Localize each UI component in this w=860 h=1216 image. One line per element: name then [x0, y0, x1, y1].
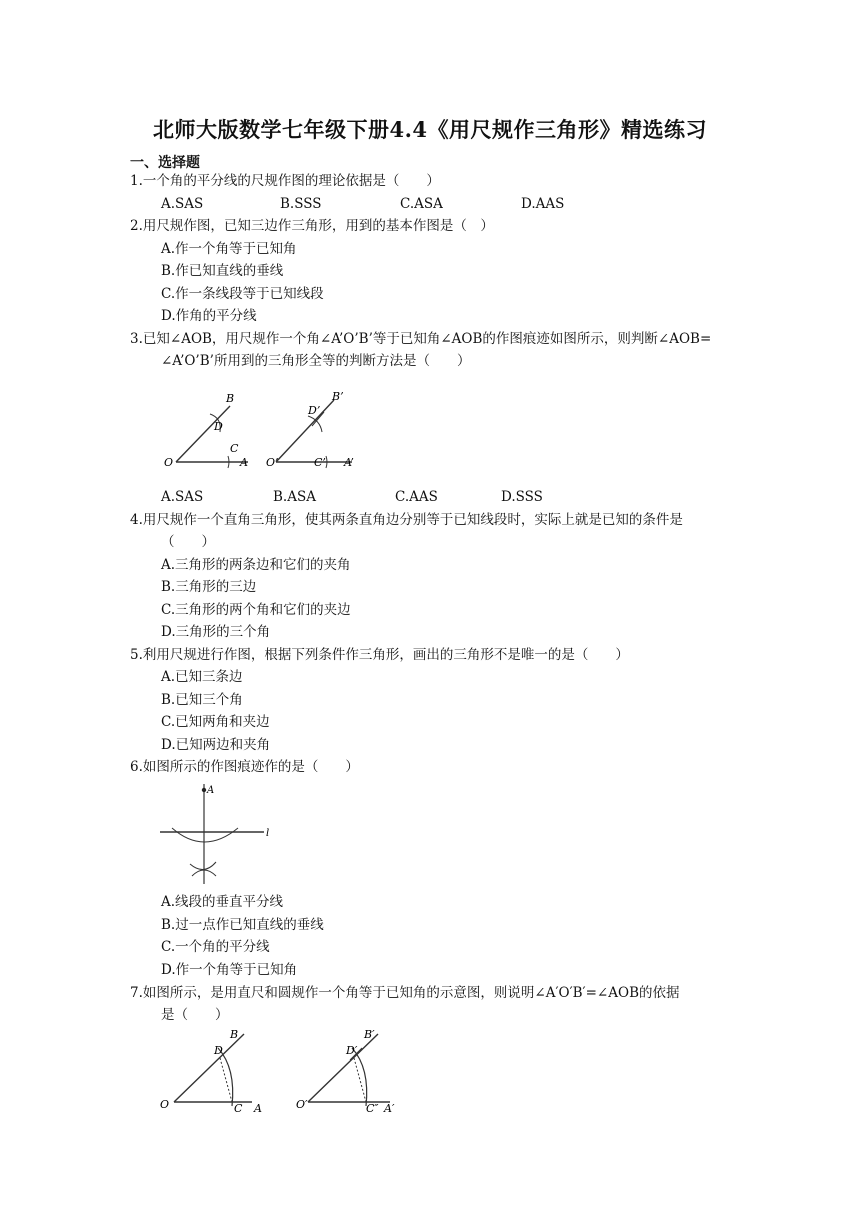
question-3-stem-line2: ∠A’O’B’所用到的三角形全等的判断方法是（ ） [161, 353, 471, 369]
question-2-option-d: D.作角的平分线 [161, 308, 257, 324]
question-2-option-c: C.作一条线段等于已知线段 [161, 286, 324, 302]
fig3-label-c: C [230, 442, 239, 455]
question-3-figure [158, 386, 378, 476]
question-4-stem-line1: 4.用尺规作一个直角三角形，使其两条直角边分别等于已知线段时，实际上就是已知的条件是 [130, 512, 683, 528]
question-1-stem: 1.一个角的平分线的尺规作图的理论依据是（ ） [130, 173, 440, 189]
question-6-stem: 6.如图所示的作图痕迹作的是（ ） [130, 759, 359, 775]
question-4-option-d: D.三角形的三个角 [161, 624, 271, 640]
fig3-label-b-prime: B’ [332, 390, 344, 403]
question-5-option-d: D.已知两边和夹角 [161, 737, 271, 753]
fig7-label-a: A [254, 1102, 262, 1115]
fig3-label-a-prime: A’ [344, 456, 354, 469]
question-5-option-c: C.已知两角和夹边 [161, 714, 270, 730]
question-3-option-c: C.AAS [395, 489, 438, 505]
fig3-label-o-prime: O’ [266, 456, 279, 469]
question-6-option-d: D.作一个角等于已知角 [161, 962, 298, 978]
question-1-option-b: B.SSS [280, 196, 322, 212]
fig7-label-d-prime: D′ [346, 1044, 358, 1057]
question-7-stem-line2: 是（ ） [161, 1007, 229, 1023]
question-6-option-c: C.一个角的平分线 [161, 939, 270, 955]
question-5-stem: 5.利用尺规进行作图，根据下列条件作三角形，画出的三角形不是唯一的是（ ） [130, 647, 629, 663]
question-7-figure [156, 1026, 406, 1118]
question-3-option-a: A.SAS [161, 489, 204, 505]
question-2-stem: 2.用尺规作图，已知三边作三角形，用到的基本作图是（ ） [130, 218, 494, 234]
fig7-label-a-prime: A′ [384, 1102, 395, 1115]
fig3-label-o: O [164, 456, 174, 469]
question-1-option-c: C.ASA [400, 196, 443, 212]
question-4-option-b: B.三角形的三边 [161, 579, 257, 595]
question-2-option-a: A.作一个角等于已知角 [161, 241, 297, 257]
fig6-label-a: A [207, 785, 215, 796]
fig7-label-c-prime: C″ [366, 1102, 379, 1115]
fig6-label-l: l [266, 828, 270, 839]
fig3-label-b: B [226, 392, 235, 405]
fig7-label-c: C [234, 1102, 243, 1115]
question-3-stem-line1: 3.已知∠AOB，用尺规作一个角∠A’O’B’等于已知角∠AOB的作图痕迹如图所示，则判断∠AOB= [130, 331, 712, 347]
fig3-label-c-prime: C’ [314, 456, 326, 469]
section-heading: 一、选择题 [130, 155, 200, 171]
fig7-label-d: D [214, 1044, 223, 1057]
question-1-option-a: A.SAS [161, 196, 204, 212]
fig7-label-o-prime: O′ [296, 1098, 308, 1111]
question-3-option-b: B.ASA [273, 489, 316, 505]
question-4-stem-line2: （ ） [161, 534, 215, 550]
question-3-option-d: D.SSS [501, 489, 543, 505]
question-1-option-d: D.AAS [521, 196, 565, 212]
question-2-option-b: B.作已知直线的垂线 [161, 263, 284, 279]
question-5-option-a: A.已知三条边 [161, 669, 243, 685]
fig3-label-a: A [240, 456, 248, 469]
question-6-figure [158, 780, 278, 888]
question-5-option-b: B.已知三个角 [161, 692, 243, 708]
page-title: 北师大版数学七年级下册4.4《用尺规作三角形》精选练习 [152, 117, 708, 142]
question-6-option-b: B.过一点作已知直线的垂线 [161, 917, 324, 933]
fig7-label-b-prime: B′ [364, 1028, 375, 1041]
question-4-option-c: C.三角形的两个角和它们的夹边 [161, 602, 351, 618]
question-7-stem-line1: 7.如图所示，是用直尺和圆规作一个角等于已知角的示意图，则说明∠A′O′B′=∠AOB的依据 [130, 985, 680, 1001]
fig7-label-b: B [230, 1028, 239, 1041]
fig3-label-d-prime: D’ [308, 404, 321, 417]
question-4-option-a: A.三角形的两条边和它们的夹角 [161, 557, 351, 573]
fig3-label-d: D [214, 420, 223, 433]
fig7-label-o: O [160, 1098, 170, 1111]
question-6-option-a: A.线段的垂直平分线 [161, 894, 284, 910]
